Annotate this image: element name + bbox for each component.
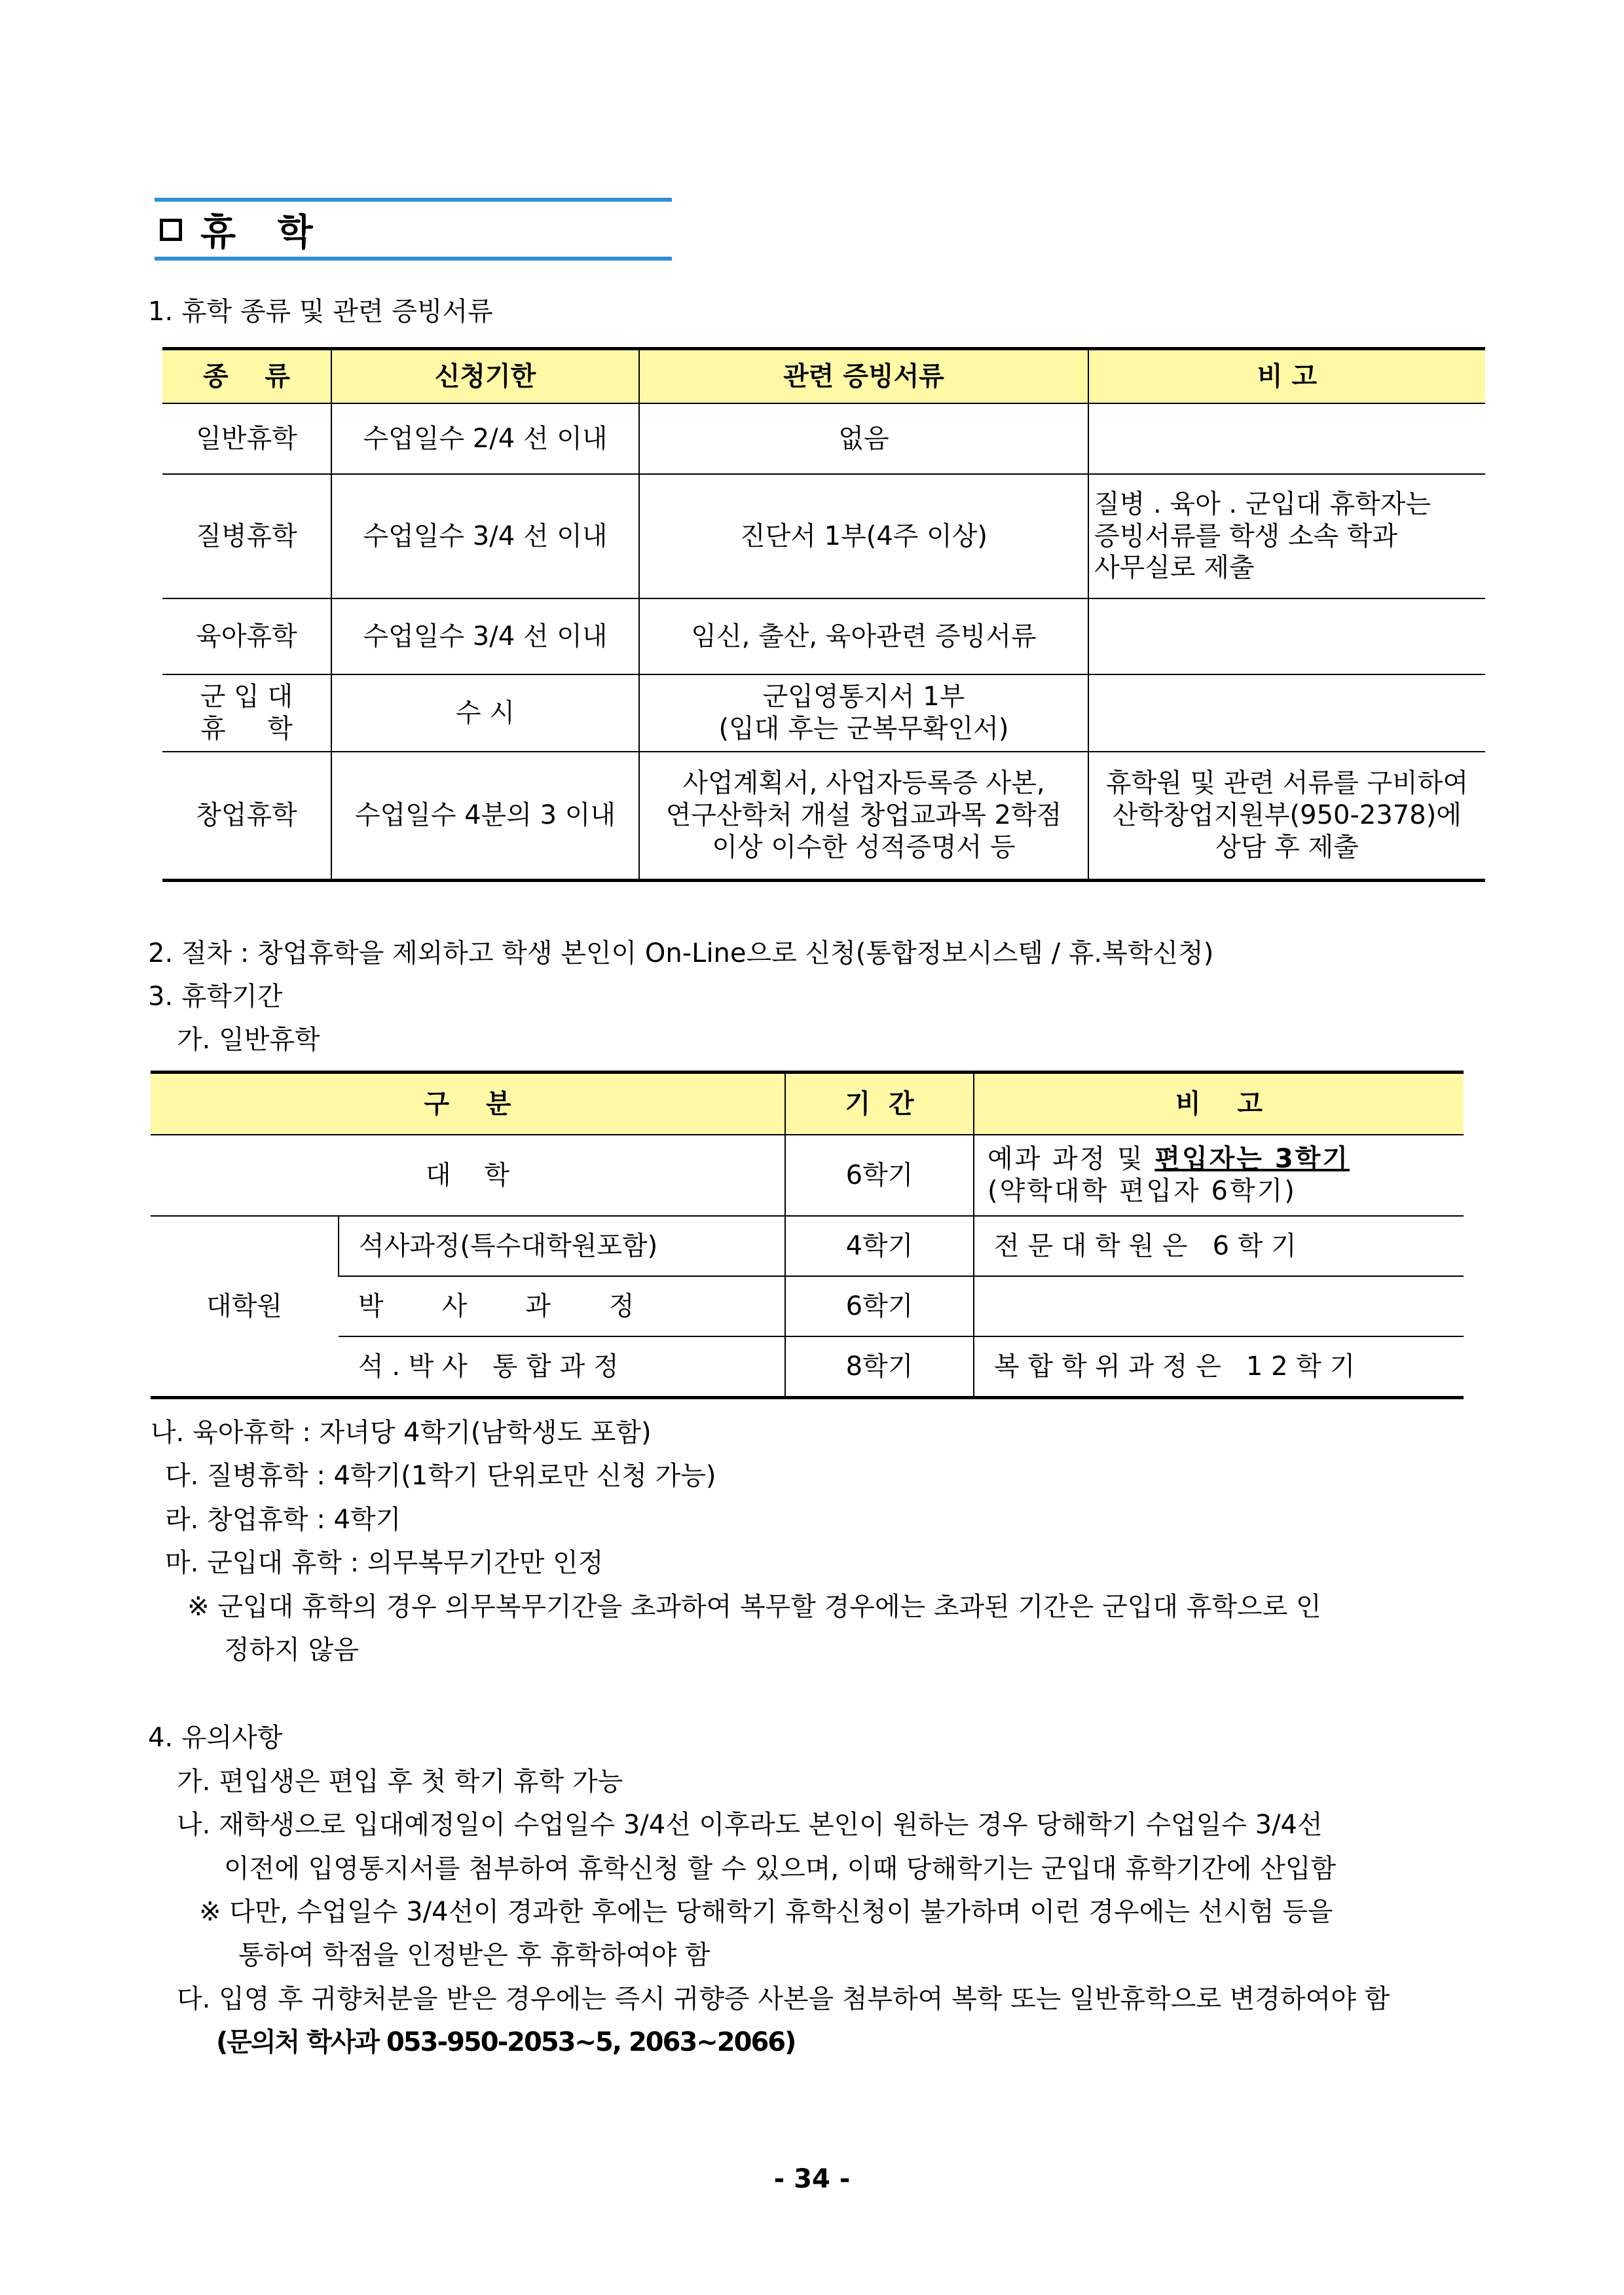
cell-note: 휴학원 및 관련 서류를 구비하여 산학창업지원부(950-2378)에 상담 후 제출 (1088, 752, 1485, 880)
table-row (151, 1135, 1464, 1216)
cell-docs: 없음 (639, 403, 1088, 474)
header-note: 비 고 (1088, 349, 1485, 404)
cell-docs: 군입영통지서 1부 (입대 후는 군복무확인서) (639, 674, 1088, 752)
heading-bottom-rule (155, 257, 672, 261)
s3-item-ra: 라. 창업휴학 : 4학기 (165, 1505, 401, 1535)
cell-deadline: 수업일수 3/4 선 이내 (331, 474, 639, 598)
s4-item-na-line2: 이전에 입영통지서를 첨부하여 휴학신청 할 수 있으며, 이때 당해학기는 군입대 휴학기간에 산입함 (224, 1854, 1337, 1884)
s3-item-da: 다. 질병휴학 : 4학기(1학기 단위로만 신청 가능) (165, 1461, 716, 1491)
table-row (162, 403, 1485, 474)
s3-sub-a: 가. 일반휴학 (177, 1025, 320, 1055)
s4-note-line2: 통하여 학점을 인정받은 후 휴학하여야 함 (238, 1940, 710, 1970)
cell-note (974, 1276, 1464, 1336)
table-row (151, 1276, 1464, 1336)
cell-course: 석 . 박 사 통 합 과 정 (339, 1336, 785, 1398)
header-category: 구 분 (151, 1073, 785, 1135)
s1-heading: 1. 휴학 종류 및 관련 증빙서류 (148, 297, 493, 327)
section-title: 휴 학 (200, 211, 327, 254)
univ-note-prefix: 예과 과정 및 (987, 1144, 1155, 1175)
table-row (162, 474, 1485, 598)
cell-grad-label: 대학원 (151, 1216, 339, 1398)
cell-period: 4학기 (785, 1216, 974, 1276)
cell-type: 일반휴학 (162, 403, 331, 474)
table-header-row (151, 1073, 1464, 1135)
header-docs: 관련 증빙서류 (639, 349, 1088, 404)
cell-course: 박 사 과 정 (339, 1276, 785, 1336)
header-note: 비 고 (974, 1073, 1464, 1135)
s4-heading: 4. 유의사항 (148, 1723, 283, 1753)
cell-period: 8학기 (785, 1336, 974, 1398)
s3-item-ma: 마. 군입대 휴학 : 의무복무기간만 인정 (165, 1548, 604, 1578)
cell-type: 질병휴학 (162, 474, 331, 598)
s3-note-line1: ※ 군입대 휴학의 경우 의무복무기간을 초과하여 복무할 경우에는 초과된 기간은 군입대 휴학으로 인 (187, 1592, 1321, 1622)
cell-type: 군 입 대 휴 학 (162, 674, 331, 752)
s3-note-line2: 정하지 않음 (224, 1635, 359, 1665)
univ-note-line2: (약학대학 편입자 6학기) (987, 1176, 1297, 1206)
cell-docs: 진단서 1부(4주 이상) (639, 474, 1088, 598)
header-deadline: 신청기한 (331, 349, 639, 404)
cell-deadline: 수업일수 2/4 선 이내 (331, 403, 639, 474)
cell-period: 6학기 (785, 1276, 974, 1336)
cell-deadline: 수업일수 3/4 선 이내 (331, 598, 639, 674)
leave-types-table (162, 347, 1485, 882)
cell-type: 육아휴학 (162, 598, 331, 674)
leave-period-table (151, 1071, 1464, 1399)
s4-item-ga: 가. 편입생은 편입 후 첫 학기 휴학 가능 (177, 1767, 623, 1797)
cell-type: 창업휴학 (162, 752, 331, 880)
header-type: 종 류 (162, 349, 331, 404)
table-row (162, 752, 1485, 880)
cell-univ-note (974, 1135, 1464, 1216)
table-row (162, 598, 1485, 674)
cell-deadline: 수 시 (331, 674, 639, 752)
cell-deadline: 수업일수 4분의 3 이내 (331, 752, 639, 880)
s4-item-da: 다. 입영 후 귀향처분을 받은 경우에는 즉시 귀향증 사본을 첨부하여 복학 또는 일반휴학으로 변경하여야 함 (177, 1984, 1390, 2014)
cell-docs: 사업계획서, 사업자등록증 사본, 연구산학처 개설 창업교과목 2학점 이상 이수한 성적증명서 등 (639, 752, 1088, 880)
table-row (162, 674, 1485, 752)
s4-item-na-line1: 나. 재학생으로 입대예정일이 수업일수 3/4선 이후라도 본인이 원하는 경우 당해학기 수업일수 3/4선 (177, 1810, 1323, 1840)
cell-univ-period: 6학기 (785, 1135, 974, 1216)
s4-note-line1: ※ 다만, 수업일수 3/4선이 경과한 후에는 당해학기 휴학신청이 불가하며 이런 경우에는 선시험 등을 (199, 1897, 1333, 1927)
cell-note (1088, 403, 1485, 474)
cell-note: 전 문 대 학 원 은 6 학 기 (974, 1216, 1464, 1276)
header-period: 기 간 (785, 1073, 974, 1135)
cell-course: 석사과정(특수대학원포함) (339, 1216, 785, 1276)
cell-note (1088, 598, 1485, 674)
heading-top-rule (155, 198, 672, 202)
section-heading (160, 208, 327, 254)
table-row (151, 1216, 1464, 1276)
table-header-row (162, 349, 1485, 404)
cell-note: 질병 . 육아 . 군입대 휴학자는 증빙서류를 학생 소속 학과 사무실로 제출 (1088, 474, 1485, 598)
s3-item-na: 나. 육아휴학 : 자녀당 4학기(남학생도 포함) (151, 1418, 652, 1448)
page-number: - 34 - (773, 2164, 851, 2194)
s3-heading: 3. 휴학기간 (148, 982, 283, 1012)
checkbox-square-icon (160, 219, 182, 241)
univ-note-emph: 편입자는 3학기 (1154, 1144, 1350, 1175)
s4-contact: (문의처 학사과 053-950-2053~5, 2063~2066) (216, 2027, 796, 2057)
s2-text: 2. 절차 : 창업휴학을 제외하고 학생 본인이 On-Line으로 신청(통합정보시스템 / 휴.복학신청) (148, 938, 1214, 968)
table-row (151, 1336, 1464, 1398)
cell-note: 복 합 학 위 과 정 은 1 2 학 기 (974, 1336, 1464, 1398)
cell-univ-label: 대 학 (151, 1135, 785, 1216)
cell-note (1088, 674, 1485, 752)
cell-docs: 임신, 출산, 육아관련 증빙서류 (639, 598, 1088, 674)
